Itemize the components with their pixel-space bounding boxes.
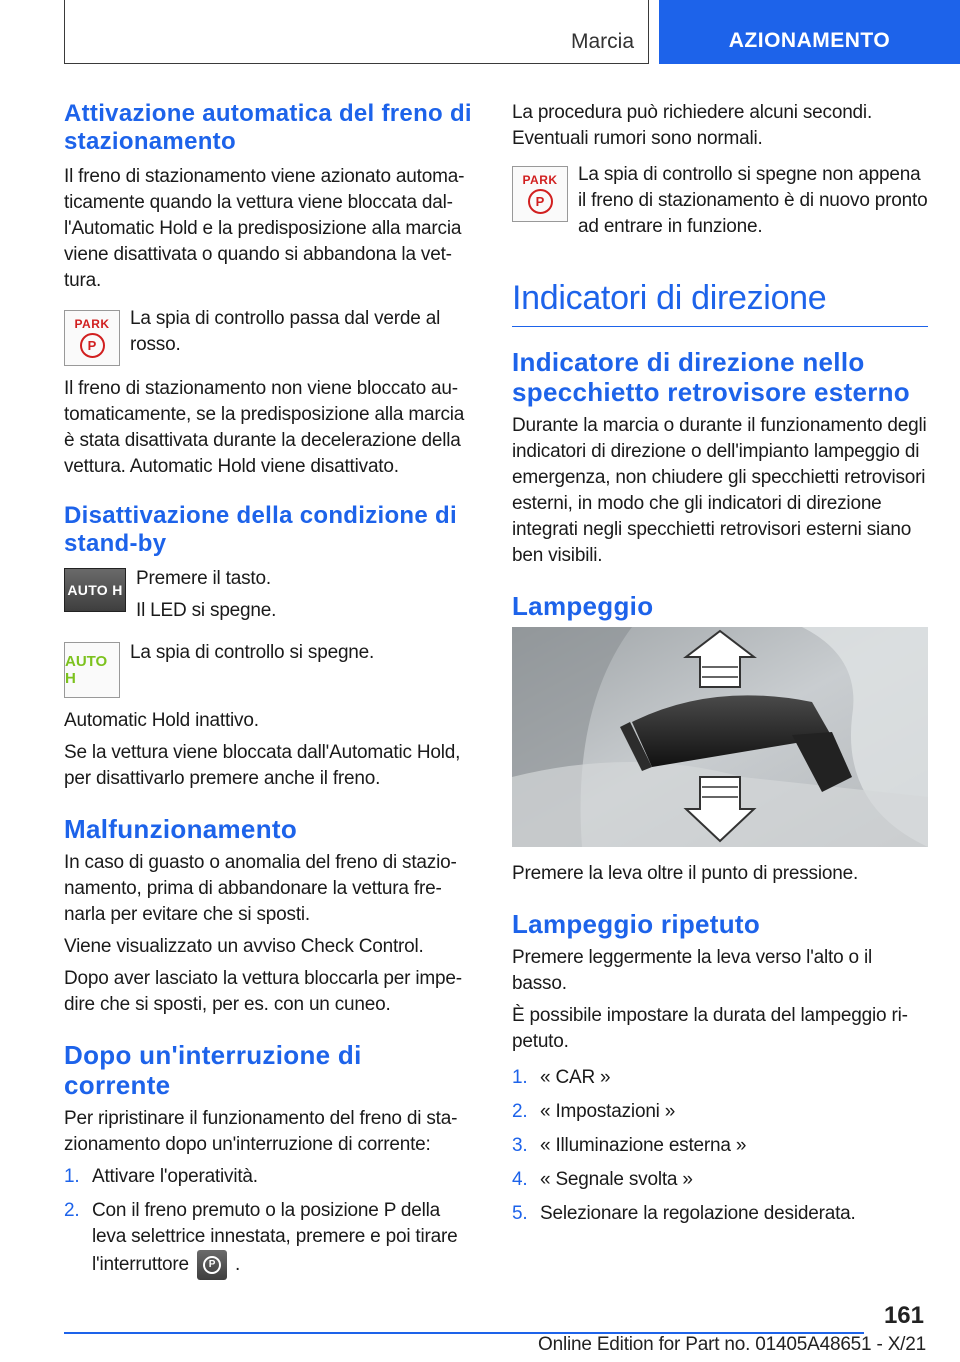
power-steps-list <box>64 1164 474 1280</box>
mirror-indicator-heading: Indicatore di direzione nello specchietto retrovisore esterno <box>512 347 910 407</box>
standby-press-text: Premere il tasto. <box>136 568 271 589</box>
flash-heading: Lampeggio <box>512 591 654 621</box>
list-item: 2. « Impostazioni » <box>512 1101 676 1122</box>
autoh-button-icon: AUTO H <box>64 568 126 612</box>
repeat-flash-text-2: È possibile impostare la durata del lampeggio ripetuto. <box>512 1005 908 1052</box>
page-number: 161 <box>883 1302 924 1329</box>
list-item: 1. Attivare l'operatività. <box>64 1166 258 1187</box>
park-indicator-icon: PARK P <box>512 166 568 222</box>
auto-activation-text: Il freno di stazionamento viene azionato automaticamente quando la vettura viene bloccata dall'Automatic Hold e la predisposizione alla marcia viene disattivata o quando si abbandona la vettura. <box>64 166 465 291</box>
malfunction-text-1: In caso di guasto o anomalia del freno di stazionamento, prima di abbandonare la vettura frenarla per evitare che si sposti. <box>64 852 457 925</box>
standby-text-2: Se la vettura viene bloccata dall'Automatic Hold, per disattivarlo premere anche il freno. <box>64 742 461 789</box>
parking-brake-switch-icon: P <box>197 1250 227 1280</box>
park-off-note: La spia di controllo si spegne non appena il freno di stazionamento è di nuovo pronto ad entrare in funzione. <box>578 164 928 237</box>
right-column <box>512 100 928 1235</box>
list-item: 5. Selezionare la regolazione desiderata. <box>512 1203 856 1224</box>
header-section-box <box>64 0 649 64</box>
footer-edition: Online Edition for Part no. 01405A48651 - X/21 <box>538 1334 926 1355</box>
park-indicator-note: La spia di controllo passa dal verde al rosso. <box>130 308 441 355</box>
header-chapter-tab[interactable] <box>659 0 960 64</box>
list-item: 3. « Illuminazione esterna » <box>512 1135 747 1156</box>
park-indicator-row-2 <box>512 162 928 246</box>
malfunction-heading: Malfunzionamento <box>64 814 298 844</box>
standby-text-1: Automatic Hold inattivo. <box>64 710 259 731</box>
flash-text: Premere la leva oltre il punto di pressione. <box>512 863 859 884</box>
list-item: 2. Con il freno premuto o la posizione P della leva selettrice innestata, premere e poi tirare l'interruttore P . <box>64 1198 474 1280</box>
malfunction-text-3: Dopo aver lasciato la vettura bloccarla per impedire che si sposti, per es. con un cuneo. <box>64 968 463 1015</box>
list-item: 4. « Segnale svolta » <box>512 1169 693 1190</box>
malfunction-text-2: Viene visualizzato un avviso Check Control. <box>64 936 424 957</box>
procedure-text: La procedura può richiedere alcuni secondi. Eventuali rumori sono normali. <box>512 102 873 149</box>
power-interruption-heading: Dopo un'interruzione di corrente <box>64 1040 362 1100</box>
indicators-heading: Indicatori di direzione <box>512 278 928 327</box>
standby-lamp-text: La spia di controllo si spegne. <box>130 642 375 663</box>
repeat-flash-heading: Lampeggio ripetuto <box>512 909 761 939</box>
left-column <box>64 100 474 1288</box>
autoh-button-row <box>64 566 474 630</box>
standby-heading: Disattivazione della condizione di stand-by <box>64 502 457 557</box>
turn-signal-lever-photo <box>512 627 928 847</box>
autoh-indicator-icon: AUTO H <box>64 642 120 698</box>
header-section-label: Marcia <box>570 30 634 53</box>
standby-led-text: Il LED si spegne. <box>136 600 277 621</box>
park-indicator-icon: PARK P <box>64 310 120 366</box>
header-chapter-label: AZIONAMENTO <box>728 29 891 52</box>
mirror-indicator-text: Durante la marcia o durante il funzionamento degli indicatori di direzione o dell'impianto lampeggio di emergenza, non chiudere gli specchietti retrovisori esterni, in modo che gli indicatori di direzione integrati negli specchietti retrovisori esterni siano ben visibili. <box>512 415 927 566</box>
autoh-indicator-row <box>64 640 474 698</box>
repeat-flash-text-1: Premere leggermente la leva verso l'alto o il basso. <box>512 947 873 994</box>
power-interruption-text: Per ripristinare il funzionamento del freno di stazionamento dopo un'interruzione di corrente: <box>64 1108 458 1155</box>
auto-activation-heading: Attivazione automatica del freno di stazionamento <box>64 100 472 155</box>
park-indicator-row <box>64 306 474 366</box>
list-item: 1. « CAR » <box>512 1067 611 1088</box>
settings-steps-list <box>512 1065 928 1227</box>
auto-activation-text-2: Il freno di stazionamento non viene bloccato automaticamente, se la predisposizione alla marcia è stata disattivata durante la decelerazione della vettura. Automatic Hold viene disattivato. <box>64 378 465 477</box>
